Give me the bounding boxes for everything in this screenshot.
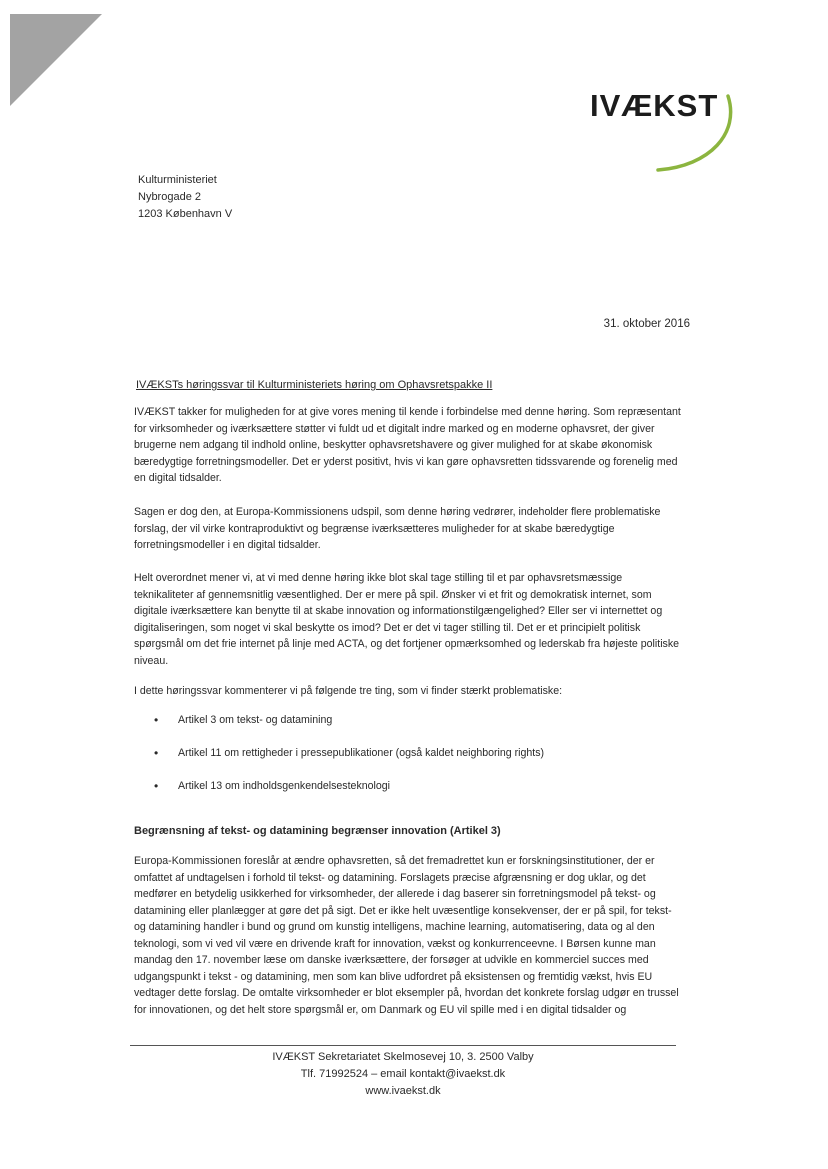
recipient-street: Nybrogade 2	[138, 191, 201, 203]
logo-wordmark: IVÆKST	[590, 88, 719, 123]
paragraph-article3: Europa-Kommissionen foreslår at ændre ophavsretten, så det fremadrettet kun er forskningsinstitutioner, der er omfattet af undtagelsen i forhold til tekst- og datamining. Forslagets præcise afgrænsning er dog uklar, og det medfører en betydelig usikkerhed for virksomheder, der allerede i dag baserer sin forretningsmodel på tekst- og datamining eller planlægger at gøre det på sigt. Det er ikke helt uvæsentlige konsekvenser, der er på spil, for tekst- og datamining handler i bund og grund om kunstig intelligens, machine learning, automatisering, data og al den teknologi, som vi ved vil være en drivende kraft for innovation, vækst og konkurrenceevne. I Børsen kunne man mandag den 17. november læse om danske iværksættere, der forsøger at udvikle en kommerciel succes med udgangspunkt i tekst - og datamining, men som kan blive udfordret på eksistensen og fremtidig vækst, hvis EU vedtager dette forslag. De omtalte virksomheder er blot eksempler på, hvordan det konkrete forslag udgør en trussel for innovationen, og det helt store spørgsmål er, om Danmark og EU vil spille med i en digital tidsalder og	[134, 855, 679, 1016]
letter-date: 31. oktober 2016	[603, 318, 690, 330]
paragraph-intro: IVÆKST takker for muligheden for at give vores mening til kende i forbindelse med denne høring. Som repræsentant for virksomheder og iværksættere støtter vi fuldt ud et digitalt indre marked og en moderne ophavsret, der giver brugerne nem adgang til indhold online, beskytter ophavsretshavere og giver mulighed for at skabe økonomisk bæredygtige forretningsmodeller. Det er yderst positivt, hvis vi kan gøre ophavsretten tidssvarende og forenelig med en digital tidsalder.	[134, 406, 681, 484]
footer-contact: Tlf. 71992524 – email kontakt@ivaekst.dk	[300, 1068, 506, 1080]
letter-footer	[130, 1049, 676, 1100]
footer-divider	[130, 1045, 676, 1046]
paragraph-list-intro: I dette høringssvar kommenterer vi på følgende tre ting, som vi finder stærkt problematiske:	[134, 685, 563, 697]
footer-address: IVÆKST Sekretariatet Skelmosevej 10, 3. 2500 Valby	[272, 1051, 534, 1063]
paragraph-overall: Helt overordnet mener vi, at vi med denne høring ikke blot skal tage stilling til et par ophavsretsmæssige teknikaliteter af gennemsnitlig væsentlighed. Der er mere på spil. Ønsker vi et frit og demokratisk internet, som digitale iværksættere kan benytte til at skabe innovation og informationstilgængelighed? Eller ser vi internettet og digitaliseringen, som noget vi skal beskytte os imod? Det er det vi tager stilling til. Det er et principielt politisk spørgsmål om det frie internet på linje med ACTA, og det fortjener opmærksomhed og lederskab fra højeste politiske niveau.	[134, 572, 680, 667]
list-item: • Artikel 11 om rettigheder i pressepublikationer (også kaldet neighboring rights)	[150, 745, 544, 778]
letter-subject: IVÆKSTs høringssvar til Kulturministeriets høring om Ophavsretspakke II	[136, 379, 493, 391]
recipient-city: 1203 København V	[138, 208, 233, 220]
list-item: • Artikel 3 om tekst- og datamining	[150, 712, 544, 745]
footer-website: www.ivaekst.dk	[365, 1085, 441, 1097]
issue-list	[150, 712, 544, 811]
paragraph-problem: Sagen er dog den, at Europa-Kommissionens udspil, som denne høring vedrører, indeholder flere problematiske forslag, der vil virke kontraproduktivt og begrænse iværksætteres muligheder for at skabe bæredygtige forretningsmodeller i en digital tidsalder.	[134, 506, 661, 551]
recipient-name: Kulturministeriet	[138, 174, 217, 186]
page-corner-fold	[0, 0, 110, 110]
ivaekst-logo	[590, 78, 750, 178]
recipient-address	[138, 172, 232, 223]
section-heading: Begrænsning af tekst- og datamining begrænser innovation (Artikel 3)	[134, 825, 501, 837]
list-item: • Artikel 13 om indholdsgenkendelsesteknologi	[150, 778, 544, 811]
